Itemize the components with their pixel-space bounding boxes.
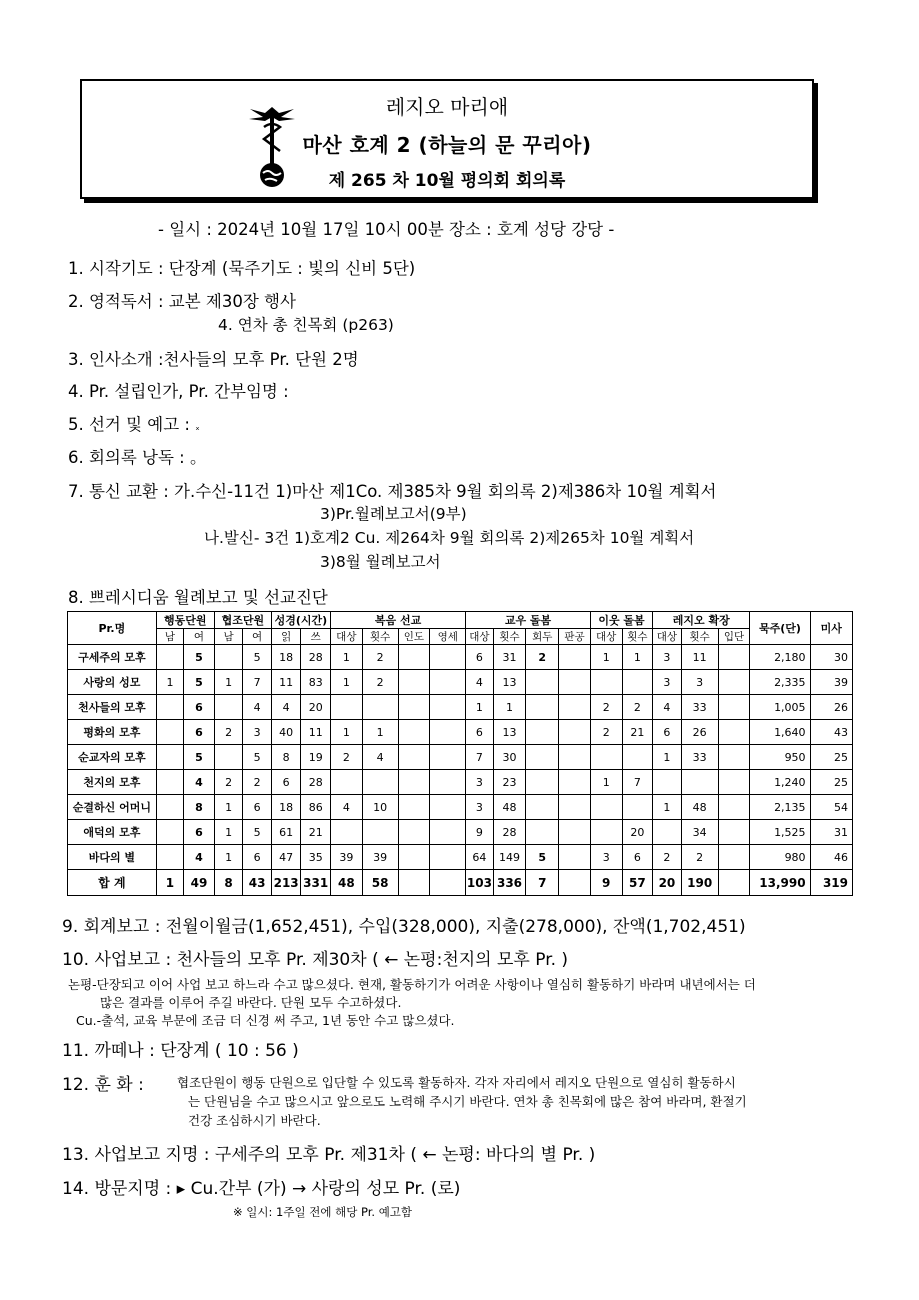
- table-cell: 3: [243, 720, 272, 745]
- total-cell: [559, 870, 591, 896]
- table-cell: 1,240: [750, 770, 810, 795]
- table-cell: 11: [301, 720, 331, 745]
- table-cell: 25: [810, 745, 852, 770]
- table-cell: [559, 745, 591, 770]
- table-cell: [526, 720, 559, 745]
- table-cell: 1: [590, 770, 622, 795]
- sub-header-cell: 읽: [271, 629, 301, 645]
- table-cell: 6: [243, 845, 272, 870]
- curia-name: 마산 호계 2 (하늘의 문 꾸리아): [302, 133, 592, 157]
- table-cell: 2: [681, 845, 718, 870]
- table-cell: 4: [466, 670, 493, 695]
- table-cell: [718, 720, 750, 745]
- table-cell: 1: [214, 845, 243, 870]
- table-cell: [430, 795, 466, 820]
- sub-header-cell: 인도: [398, 629, 430, 645]
- allocution-line-3: 건강 조심하시기 바란다.: [188, 1113, 321, 1128]
- item-correspondence-sent: 나.발신- 3건 1)호계2 Cu. 제264차 9월 회의록 2)제265차 10월 계획서: [204, 529, 695, 547]
- table-cell: [526, 770, 559, 795]
- monthly-report-table: [67, 611, 853, 896]
- table-cell: 20: [301, 695, 331, 720]
- table-cell: 26: [681, 720, 718, 745]
- table-cell: [559, 645, 591, 670]
- sub-header-cell: 횟수: [493, 629, 526, 645]
- total-label: 합 계: [68, 870, 157, 896]
- table-cell: [214, 745, 243, 770]
- table-cell: [330, 820, 362, 845]
- table-cell: 5: [526, 845, 559, 870]
- item-introduction: 3. 인사소개 :천사들의 모후 Pr. 단원 2명: [68, 350, 359, 369]
- table-cell: 2: [214, 770, 243, 795]
- table-cell: 4: [271, 695, 301, 720]
- table-cell: 2,180: [750, 645, 810, 670]
- table-cell: [559, 720, 591, 745]
- datetime-line: - 일시 : 2024년 10월 17일 10시 00분 장소 : 호계 성당 강당 -: [158, 220, 615, 239]
- table-cell: 149: [493, 845, 526, 870]
- sub-header-cell: 여: [243, 629, 272, 645]
- table-cell: 950: [750, 745, 810, 770]
- table-cell: 1,005: [750, 695, 810, 720]
- table-cell: 31: [493, 645, 526, 670]
- table-cell: [156, 645, 183, 670]
- item-correspondence-received: 7. 통신 교환 : 가.수신-11건 1)마산 제1Co. 제385차 9월 회의록 2)제386차 10월 계획서: [68, 482, 717, 501]
- table-cell: 4: [184, 845, 215, 870]
- table-row: [68, 645, 853, 670]
- table-cell: 980: [750, 845, 810, 870]
- table-cell: 3: [466, 795, 493, 820]
- item-catena: 11. 까떼나 : 단장계 ( 10 : 56 ): [62, 1041, 299, 1061]
- table-cell: 2: [362, 645, 398, 670]
- review-line-1: 논평-단장되고 이어 사업 보고 하느라 수고 많으셨다. 현재, 활동하기가 어려운 사항이나 열심히 활동하기 바라며 내년에서는 더: [68, 977, 756, 992]
- sub-header-cell: 쓰: [301, 629, 331, 645]
- col-header-auxiliary: 협조단원: [214, 612, 271, 629]
- table-cell: [156, 845, 183, 870]
- sub-header-cell: 입단: [718, 629, 750, 645]
- table-cell: 1: [590, 645, 622, 670]
- table-cell: 2: [526, 645, 559, 670]
- table-cell: [398, 770, 430, 795]
- table-cell: [430, 645, 466, 670]
- table-cell: 61: [271, 820, 301, 845]
- table-cell: 4: [330, 795, 362, 820]
- table-cell: 28: [301, 645, 331, 670]
- table-cell: [430, 720, 466, 745]
- total-cell: 319: [810, 870, 852, 896]
- item-election-label: 5. 선거 및 예고 :: [68, 415, 190, 434]
- table-row: [68, 745, 853, 770]
- review-line-2: 많은 결과를 이루어 주길 바란다. 단원 모두 수고하셨다.: [100, 995, 402, 1010]
- item-activity-report: 10. 사업보고 : 천사들의 모후 Pr. 제30차 ( ← 논평:천지의 모후 Pr. ): [62, 950, 569, 970]
- table-cell: 18: [271, 795, 301, 820]
- table-cell: 39: [330, 845, 362, 870]
- table-cell: 1: [330, 670, 362, 695]
- total-cell: [398, 870, 430, 896]
- total-cell: 7: [526, 870, 559, 896]
- total-cell: 57: [622, 870, 653, 896]
- table-cell: 39: [810, 670, 852, 695]
- table-cell: [398, 820, 430, 845]
- table-cell: 1,525: [750, 820, 810, 845]
- pr-name-cell: 평화의 모후: [68, 720, 157, 745]
- table-cell: [430, 845, 466, 870]
- item-monthly-report-heading: 8. 쁘레시디움 월례보고 및 선교진단: [68, 588, 328, 607]
- sub-header-cell: 횟수: [622, 629, 653, 645]
- table-cell: 3: [590, 845, 622, 870]
- pr-name-cell: 구세주의 모후: [68, 645, 157, 670]
- table-cell: [718, 820, 750, 845]
- table-cell: [559, 845, 591, 870]
- table-cell: [156, 795, 183, 820]
- col-header-pr-name: Pr.명: [68, 612, 157, 645]
- sub-header-cell: 대상: [330, 629, 362, 645]
- table-cell: 5: [243, 820, 272, 845]
- item-correspondence-received-3: 3)Pr.월례보고서(9부): [320, 505, 467, 523]
- table-cell: 21: [622, 720, 653, 745]
- total-cell: 331: [301, 870, 331, 896]
- sub-header-cell: 회두: [526, 629, 559, 645]
- table-cell: [590, 820, 622, 845]
- table-cell: 13: [493, 720, 526, 745]
- table-body: [68, 645, 853, 896]
- table-cell: [559, 770, 591, 795]
- table-cell: [590, 795, 622, 820]
- table-cell: 11: [681, 645, 718, 670]
- table-cell: [156, 745, 183, 770]
- table-cell: [718, 645, 750, 670]
- table-cell: [330, 695, 362, 720]
- table-cell: [430, 770, 466, 795]
- total-cell: 48: [330, 870, 362, 896]
- table-cell: 10: [362, 795, 398, 820]
- table-cell: [526, 670, 559, 695]
- table-cell: 6: [653, 720, 682, 745]
- table-cell: 9: [466, 820, 493, 845]
- table-cell: [214, 645, 243, 670]
- table-cell: 6: [184, 720, 215, 745]
- table-row: [68, 770, 853, 795]
- organization-title: 레지오 마리애: [385, 95, 509, 119]
- table-cell: 8: [184, 795, 215, 820]
- table-cell: 4: [362, 745, 398, 770]
- table-cell: 46: [810, 845, 852, 870]
- table-cell: 83: [301, 670, 331, 695]
- table-cell: 47: [271, 845, 301, 870]
- table-cell: 7: [466, 745, 493, 770]
- table-cell: 6: [184, 820, 215, 845]
- table-row: [68, 670, 853, 695]
- table-cell: [430, 745, 466, 770]
- table-cell: 2: [362, 670, 398, 695]
- table-cell: [156, 695, 183, 720]
- table-cell: 39: [362, 845, 398, 870]
- table-cell: [590, 745, 622, 770]
- table-cell: 1: [466, 695, 493, 720]
- table-cell: [526, 695, 559, 720]
- table-cell: 33: [681, 745, 718, 770]
- table-cell: [718, 795, 750, 820]
- total-cell: 8: [214, 870, 243, 896]
- total-cell: [430, 870, 466, 896]
- table-cell: 2: [330, 745, 362, 770]
- table-cell: 3: [681, 670, 718, 695]
- table-cell: 31: [810, 820, 852, 845]
- pr-name-cell: 순결하신 어머니: [68, 795, 157, 820]
- table-cell: 1: [493, 695, 526, 720]
- table-cell: 1: [653, 745, 682, 770]
- table-cell: 1: [622, 645, 653, 670]
- table-cell: [681, 770, 718, 795]
- table-cell: [559, 670, 591, 695]
- total-cell: 13,990: [750, 870, 810, 896]
- table-cell: 2: [243, 770, 272, 795]
- table-cell: 2,335: [750, 670, 810, 695]
- table-cell: [718, 770, 750, 795]
- table-cell: 25: [810, 770, 852, 795]
- table-cell: 6: [243, 795, 272, 820]
- table-cell: 1: [156, 670, 183, 695]
- pr-name-cell: 천지의 모후: [68, 770, 157, 795]
- table-cell: 33: [681, 695, 718, 720]
- table-cell: 5: [184, 670, 215, 695]
- pr-name-cell: 순교자의 모후: [68, 745, 157, 770]
- col-header-mass: 미사: [810, 612, 852, 645]
- table-cell: [622, 670, 653, 695]
- table-cell: 2: [214, 720, 243, 745]
- item-minutes-reading: 6. 회의록 낭독 : 。: [68, 448, 207, 467]
- table-cell: 6: [184, 695, 215, 720]
- sub-header-cell: 남: [214, 629, 243, 645]
- table-cell: 35: [301, 845, 331, 870]
- sub-header-cell: 횟수: [681, 629, 718, 645]
- table-cell: [362, 695, 398, 720]
- table-cell: 7: [243, 670, 272, 695]
- table-cell: 1: [653, 795, 682, 820]
- col-header-bible: 성경(시간): [271, 612, 330, 629]
- total-cell: 336: [493, 870, 526, 896]
- table-cell: [214, 695, 243, 720]
- table-cell: [526, 820, 559, 845]
- table-cell: [622, 745, 653, 770]
- table-cell: 34: [681, 820, 718, 845]
- sub-header-cell: 횟수: [362, 629, 398, 645]
- sub-header-cell: 여: [184, 629, 215, 645]
- table-cell: 54: [810, 795, 852, 820]
- table-cell: 4: [184, 770, 215, 795]
- sub-header-cell: 영세: [430, 629, 466, 645]
- table-cell: 86: [301, 795, 331, 820]
- table-cell: 4: [653, 695, 682, 720]
- sub-header-cell: 판공: [559, 629, 591, 645]
- col-header-neighbor-care: 이웃 돌봄: [590, 612, 652, 629]
- table-cell: 48: [493, 795, 526, 820]
- table-cell: 2: [590, 720, 622, 745]
- table-cell: [590, 670, 622, 695]
- table-cell: [398, 745, 430, 770]
- table-cell: 28: [301, 770, 331, 795]
- visit-note: ※ 일시: 1주일 전에 해당 Pr. 예고함: [233, 1205, 413, 1219]
- item-opening-prayer: 1. 시작기도 : 단장계 (묵주기도 : 빛의 신비 5단): [68, 259, 416, 278]
- table-cell: [156, 820, 183, 845]
- sub-header-cell: 대상: [466, 629, 493, 645]
- pr-name-cell: 애덕의 모후: [68, 820, 157, 845]
- table-cell: 6: [466, 645, 493, 670]
- item-correspondence-sent-3: 3)8월 월례보고서: [320, 553, 441, 571]
- table-cell: [718, 845, 750, 870]
- total-cell: 58: [362, 870, 398, 896]
- table-cell: 2,135: [750, 795, 810, 820]
- total-cell: 43: [243, 870, 272, 896]
- table-cell: 20: [622, 820, 653, 845]
- col-header-evangelization: 복음 선교: [330, 612, 465, 629]
- table-cell: [559, 795, 591, 820]
- header-box: [80, 79, 814, 199]
- meeting-title: 제 265 차 10월 평의회 회의록: [328, 171, 566, 191]
- table-cell: [718, 670, 750, 695]
- table-cell: 43: [810, 720, 852, 745]
- allocution-line-2: 는 단원님을 수고 많으시고 앞으로도 노력해 주시기 바란다. 연차 총 친목회에 많은 참여 바라며, 환절기: [188, 1094, 747, 1109]
- total-cell: 1: [156, 870, 183, 896]
- table-cell: 8: [271, 745, 301, 770]
- table-cell: 30: [810, 645, 852, 670]
- table-cell: 2: [622, 695, 653, 720]
- item-spiritual-reading: 2. 영적독서 : 교본 제30장 행사: [68, 292, 296, 311]
- table-cell: [398, 720, 430, 745]
- table-cell: [718, 745, 750, 770]
- table-cell: 30: [493, 745, 526, 770]
- table-cell: [398, 845, 430, 870]
- table-cell: 1: [214, 795, 243, 820]
- table-cell: 5: [184, 645, 215, 670]
- table-cell: [526, 745, 559, 770]
- table-cell: 1: [330, 645, 362, 670]
- table-cell: 40: [271, 720, 301, 745]
- pr-name-cell: 바다의 별: [68, 845, 157, 870]
- table-cell: 3: [466, 770, 493, 795]
- review-line-3: Cu.-출석, 교육 부문에 조금 더 신경 써 주고, 1년 동안 수고 많으셨다.: [76, 1013, 455, 1028]
- item-spiritual-reading-detail: 4. 연차 총 친목회 (p263): [218, 316, 394, 334]
- table-cell: [362, 770, 398, 795]
- table-row: [68, 695, 853, 720]
- table-cell: [398, 695, 430, 720]
- table-cell: 19: [301, 745, 331, 770]
- table-cell: [559, 695, 591, 720]
- table-cell: 6: [271, 770, 301, 795]
- total-cell: 103: [466, 870, 493, 896]
- table-cell: 13: [493, 670, 526, 695]
- sub-header-row: [68, 629, 853, 645]
- table-cell: [398, 645, 430, 670]
- item-next-report: 13. 사업보고 지명 : 구세주의 모후 Pr. 제31차 ( ← 논평: 바다의 별 Pr. ): [62, 1145, 596, 1165]
- table-cell: 2: [590, 695, 622, 720]
- table-cell: 28: [493, 820, 526, 845]
- total-cell: 213: [271, 870, 301, 896]
- table-cell: 1: [362, 720, 398, 745]
- total-cell: 20: [653, 870, 682, 896]
- total-cell: 9: [590, 870, 622, 896]
- table-cell: [718, 695, 750, 720]
- table-cell: 3: [653, 645, 682, 670]
- item-visit: 14. 방문지명 : ▸ Cu.간부 (가) → 사랑의 성모 Pr. (로): [62, 1179, 461, 1199]
- table-cell: [430, 695, 466, 720]
- item-allocution-label: 12. 훈 화 :: [62, 1075, 144, 1095]
- table-cell: [653, 820, 682, 845]
- table-cell: 5: [243, 645, 272, 670]
- table-cell: [430, 820, 466, 845]
- table-cell: 18: [271, 645, 301, 670]
- table-cell: 5: [184, 745, 215, 770]
- table-cell: 1: [330, 720, 362, 745]
- pr-name-cell: 천사들의 모후: [68, 695, 157, 720]
- table-cell: [526, 795, 559, 820]
- table-cell: [330, 770, 362, 795]
- col-header-legio-expansion: 레지오 확장: [653, 612, 750, 629]
- col-header-rosary: 묵주(단): [750, 612, 810, 645]
- table-cell: 7: [622, 770, 653, 795]
- table-cell: 6: [466, 720, 493, 745]
- sub-header-cell: 대상: [590, 629, 622, 645]
- table-cell: 2: [653, 845, 682, 870]
- table-cell: 3: [653, 670, 682, 695]
- sub-header-cell: 남: [156, 629, 183, 645]
- table-cell: 6: [622, 845, 653, 870]
- table-row: [68, 720, 853, 745]
- sub-header-cell: 대상: [653, 629, 682, 645]
- table-cell: 4: [243, 695, 272, 720]
- table-row: [68, 795, 853, 820]
- table-cell: [398, 795, 430, 820]
- total-row: [68, 870, 853, 896]
- table-row: [68, 845, 853, 870]
- table-row: [68, 820, 853, 845]
- allocution-line-1: 협조단원이 행동 단원으로 입단할 수 있도록 활동하자. 각자 자리에서 레지오 단원으로 열심히 활동하시: [177, 1075, 736, 1090]
- table-cell: 5: [243, 745, 272, 770]
- col-header-active: 행동단원: [156, 612, 214, 629]
- table-cell: [362, 820, 398, 845]
- table-cell: 48: [681, 795, 718, 820]
- table-cell: 1,640: [750, 720, 810, 745]
- table-cell: 11: [271, 670, 301, 695]
- total-cell: [718, 870, 750, 896]
- table-cell: 26: [810, 695, 852, 720]
- pr-name-cell: 사랑의 성모: [68, 670, 157, 695]
- total-cell: 190: [681, 870, 718, 896]
- table-cell: 1: [214, 820, 243, 845]
- table-cell: [622, 795, 653, 820]
- item-election-mark: ₓ: [195, 422, 200, 433]
- table-cell: [430, 670, 466, 695]
- item-accounting: 9. 회계보고 : 전월이월금(1,652,451), 수입(328,000), 지출(278,000), 잔액(1,702,451): [62, 917, 746, 937]
- table-cell: [653, 770, 682, 795]
- table-cell: [559, 820, 591, 845]
- table-cell: [156, 720, 183, 745]
- item-election: [68, 411, 200, 435]
- table-cell: 23: [493, 770, 526, 795]
- table-cell: 21: [301, 820, 331, 845]
- col-header-parish-care: 교우 돌봄: [466, 612, 591, 629]
- table-cell: 1: [214, 670, 243, 695]
- table-cell: 64: [466, 845, 493, 870]
- table-cell: [156, 770, 183, 795]
- item-establishment: 4. Pr. 설립인가, Pr. 간부임명 :: [68, 382, 289, 401]
- table-cell: [398, 670, 430, 695]
- total-cell: 49: [184, 870, 215, 896]
